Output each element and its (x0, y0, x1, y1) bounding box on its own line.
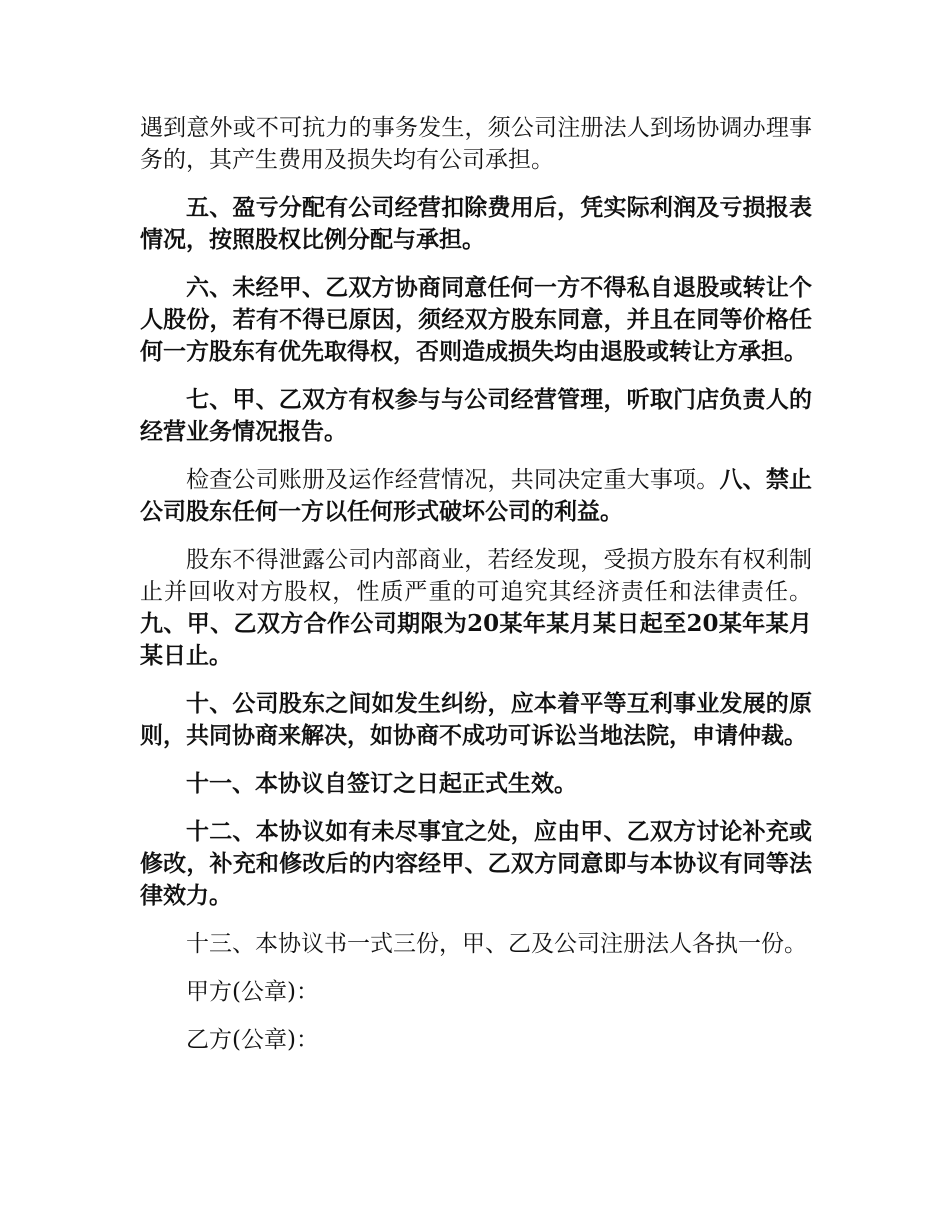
document-body (140, 112, 812, 1072)
paragraph-continuation (140, 112, 812, 176)
clause-text: 十、公司股东之间如发生纠纷，应本着平等互利事业发展的原则，共同协商来解决，如协商不成功可诉讼当地法院，申请仲裁。 (140, 690, 812, 749)
clause-12 (140, 816, 812, 912)
paragraph-text: 股东不得泄露公司内部商业，若经发现，受损方股东有权利制止并回收对方股权，性质严重的可追究其经济责任和法律责任。 (140, 547, 812, 605)
clause-5 (140, 192, 812, 256)
clause-text: 十一、本协议自签订之日起正式生效。 (186, 770, 577, 797)
clause-text: 十三、本协议书一式三份，甲、乙及公司注册法人各执一份。 (186, 931, 807, 957)
clause-11 (140, 768, 812, 800)
clause-text: 十二、本协议如有未尽事宜之处，应由甲、乙双方讨论补充或修改，补充和修改后的内容经甲、乙双方同意即与本协议有同等法律效力。 (140, 818, 812, 909)
signature-party-b: 乙方(公章)： (186, 1027, 319, 1053)
paragraph-inspection-and-clause-8 (140, 464, 812, 528)
clause-7 (140, 384, 812, 448)
clause-text: 七、甲、乙双方有权参与与公司经营管理，听取门店负责人的经营业务情况报告。 (140, 386, 812, 445)
signature-party-a: 甲方(公章)： (186, 979, 319, 1005)
paragraph-text: 遇到意外或不可抗力的事务发生，须公司注册法人到场协调办理事务的，其产生费用及损失均有公司承担。 (140, 115, 812, 173)
clause-13 (140, 928, 812, 960)
clause-10 (140, 688, 812, 752)
clause-9-text: 九、甲、乙双方合作公司期限为20某年某月某日起至20某年某月某日止。 (140, 610, 812, 669)
paragraph-text: 检查公司账册及运作经营情况，共同决定重大事项。 (186, 467, 720, 493)
paragraph-confidentiality-and-clause-9 (140, 544, 812, 672)
clause-6 (140, 272, 812, 368)
clause-text: 六、未经甲、乙双方协商同意任何一方不得私自退股或转让个人股份，若有不得已原因，须经双方股东同意，并且在同等价格任何一方股东有优先取得权，否则造成损失均由退股或转让方承担。 (140, 274, 812, 365)
clause-8-text: 八、禁止公司股东任何一方以任何形式破坏公司的利益。 (140, 466, 813, 525)
clause-text: 五、盈亏分配有公司经营扣除费用后，凭实际利润及亏损报表情况，按照股权比例分配与承担。 (140, 194, 812, 253)
